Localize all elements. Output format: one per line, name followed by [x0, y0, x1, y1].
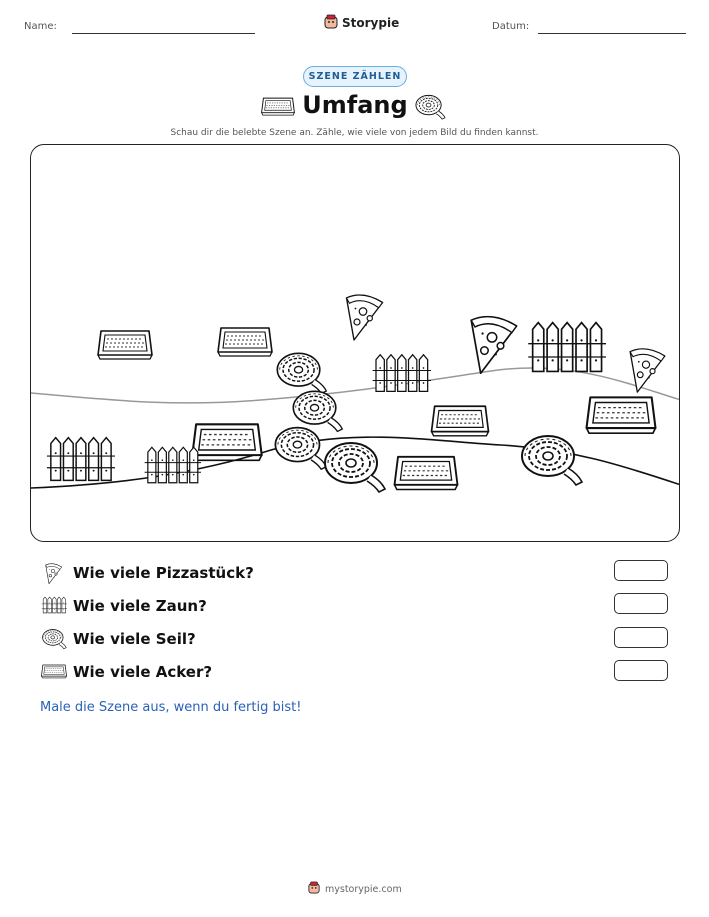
- fence: [371, 351, 431, 395]
- page-title: Umfang: [302, 91, 408, 119]
- fence: [143, 443, 201, 487]
- rope-coil-icon: [41, 627, 67, 655]
- date-line[interactable]: [538, 33, 686, 34]
- brand-logo: [324, 14, 399, 32]
- pizza-slice: [619, 343, 673, 395]
- field-plot: [429, 401, 491, 439]
- field-plot: [216, 323, 274, 359]
- field-plot: [583, 391, 659, 437]
- field-plot: [97, 326, 153, 362]
- footer-url[interactable]: mystorypie.com: [325, 883, 402, 895]
- fence-icon: [41, 595, 67, 619]
- rope-coil: [321, 439, 387, 495]
- title-field-icon: [261, 95, 295, 121]
- question-pizza: Wie viele Pizzastück?: [73, 564, 254, 582]
- field-plot-icon: [41, 662, 67, 684]
- answer-box-rope[interactable]: [614, 627, 668, 648]
- answer-box-pizza[interactable]: [614, 560, 668, 581]
- question-field: Wie viele Acker?: [73, 663, 213, 681]
- field-plot: [391, 451, 461, 493]
- answer-box-fence[interactable]: [614, 593, 668, 614]
- footer-site: [308, 881, 402, 897]
- instructions: Schau dir die belebte Szene an. Zähle, wie viele von jedem Bild du finden kannst.: [170, 128, 539, 138]
- rope-coil: [518, 431, 584, 489]
- answer-box-field[interactable]: [614, 660, 668, 681]
- pizza-slice: [334, 289, 392, 343]
- mascot-icon: [308, 881, 320, 897]
- fence: [45, 433, 115, 485]
- title-rope-icon: [414, 93, 446, 125]
- field-plot: [191, 417, 263, 465]
- brand-name: Storypie: [342, 16, 400, 30]
- pizza-slice-icon: [41, 561, 65, 589]
- coloring-note: Male die Szene aus, wenn du fertig bist!: [40, 700, 302, 715]
- mascot-icon: [324, 14, 338, 32]
- rope-coil: [272, 423, 328, 473]
- name-line[interactable]: [72, 33, 255, 34]
- fence: [526, 317, 606, 377]
- activity-badge: SZENE ZÄHLEN: [303, 66, 407, 87]
- name-label: Name:: [24, 21, 57, 32]
- date-label: Datum:: [492, 21, 530, 32]
- question-rope: Wie viele Seil?: [73, 630, 196, 648]
- question-fence: Wie viele Zaun?: [73, 597, 207, 615]
- pizza-slice: [457, 309, 527, 377]
- counting-scene: [30, 144, 680, 542]
